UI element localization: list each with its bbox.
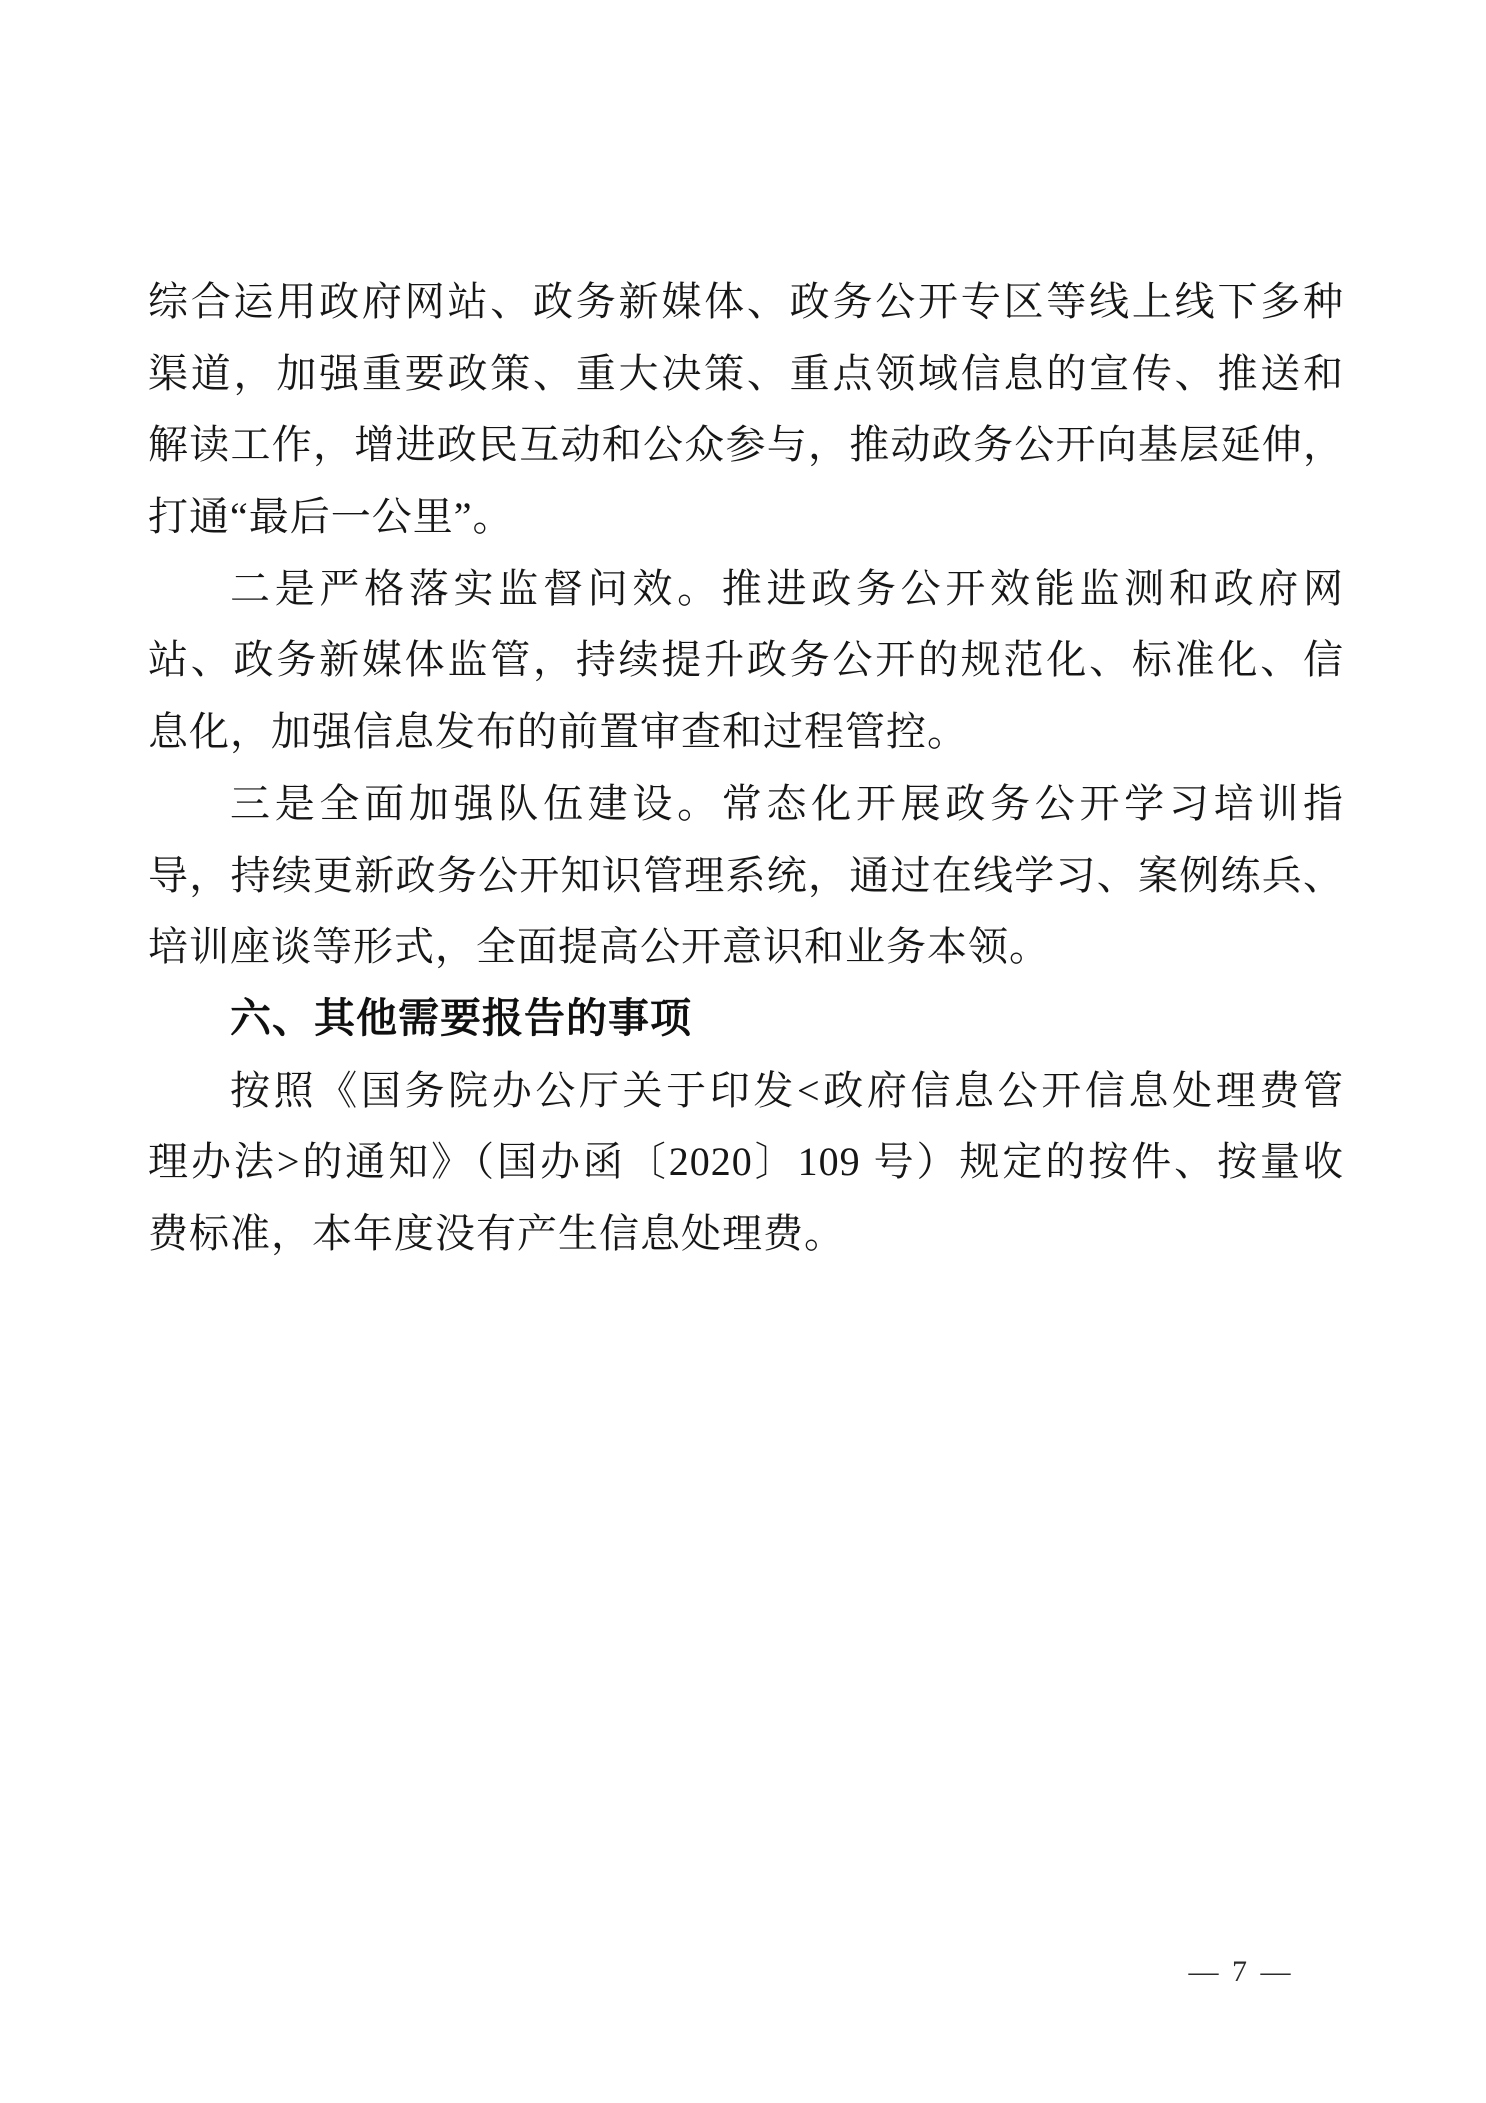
text-line: 解读工作，增进政民互动和公众参与，推动政务公开向基层延伸，	[148, 422, 1344, 468]
section-heading: 六、其他需要报告的事项	[230, 994, 692, 1041]
text-line: 培训座谈等形式，全面提高公开意识和业务本领。	[148, 924, 1050, 970]
document-body	[148, 266, 1344, 1270]
text-line: 导，持续更新政务公开知识管理系统，通过在线学习、案例练兵、	[148, 852, 1344, 898]
text-line: 三是全面加强队伍建设。常态化开展政务公开学习培训指	[230, 780, 1344, 826]
text-line: 费标准，本年度没有产生信息处理费。	[148, 1210, 845, 1256]
text-line: 息化，加强信息发布的前置审查和过程管控。	[148, 709, 968, 755]
text-line: 按照《国务院办公厅关于印发<政府信息公开信息处理费管	[230, 1067, 1344, 1113]
text-line: 理办法>的通知》（国办函〔2020〕109 号）规定的按件、按量收	[148, 1139, 1344, 1185]
text-line: 打通“最后一公里”。	[148, 494, 514, 540]
page-number: — 7 —	[1188, 1955, 1294, 1988]
text-line: 渠道，加强重要政策、重大决策、重点领域信息的宣传、推送和	[148, 350, 1344, 396]
text-line: 二是严格落实监督问效。推进政务公开效能监测和政府网	[230, 565, 1344, 611]
text-line: 站、政务新媒体监管，持续提升政务公开的规范化、标准化、信	[148, 637, 1344, 683]
text-line: 综合运用政府网站、政务新媒体、政务公开专区等线上线下多种	[148, 279, 1344, 324]
